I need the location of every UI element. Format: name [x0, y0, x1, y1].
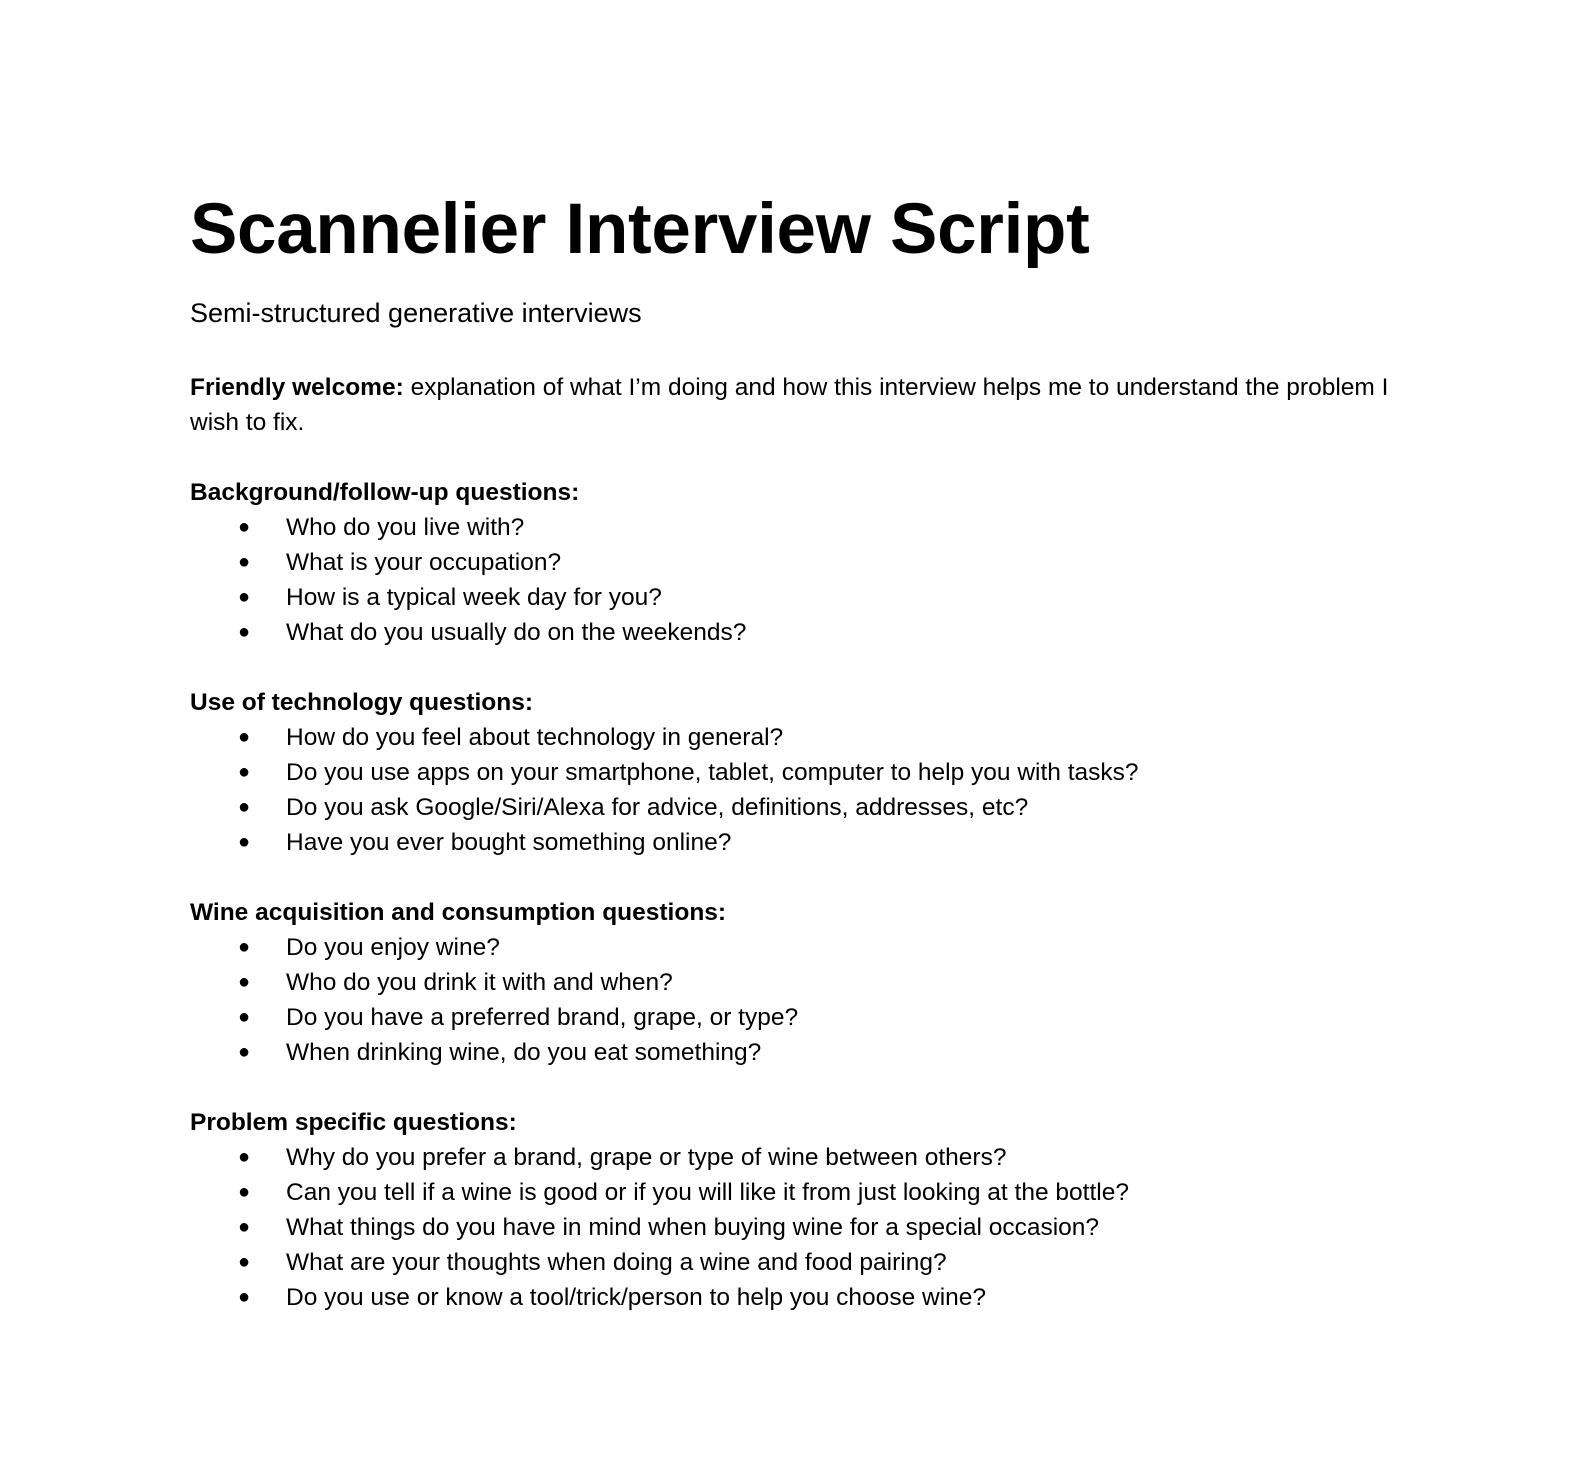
- bullet-icon: ●: [238, 796, 251, 818]
- list-item: [190, 755, 1440, 790]
- bullet-icon: ●: [238, 1041, 251, 1063]
- section-problem-specific: [190, 1105, 1440, 1315]
- intro-text: explanation of what I’m doing and how this interview helps me to understand the problem I wish to fix.: [190, 374, 1389, 436]
- question-text: When drinking wine, do you eat something?: [286, 1039, 762, 1066]
- question-text: Do you have a preferred brand, grape, or type?: [286, 1004, 799, 1031]
- list-item: [190, 930, 1440, 965]
- bullet-icon: ●: [238, 726, 251, 748]
- bullet-icon: ●: [238, 831, 251, 853]
- list-item: [190, 545, 1440, 580]
- question-text: Have you ever bought something online?: [286, 829, 732, 856]
- question-text: Do you enjoy wine?: [286, 934, 500, 961]
- question-text: How do you feel about technology in general?: [286, 724, 784, 751]
- question-text: Who do you drink it with and when?: [286, 969, 673, 996]
- section-background: [190, 475, 1440, 650]
- list-item: [190, 1035, 1440, 1070]
- bullet-icon: ●: [238, 1286, 251, 1308]
- document-subtitle: Semi-structured generative interviews: [190, 298, 642, 328]
- bullet-icon: ●: [238, 1251, 251, 1273]
- section-heading: Background/follow-up questions:: [190, 479, 580, 506]
- question-list: [190, 510, 1440, 650]
- bullet-icon: ●: [238, 1216, 251, 1238]
- question-text: Do you ask Google/Siri/Alexa for advice, definitions, addresses, etc?: [286, 794, 1029, 821]
- list-item: [190, 1280, 1440, 1315]
- section-heading: Problem specific questions:: [190, 1109, 517, 1136]
- bullet-icon: ●: [238, 971, 251, 993]
- question-list: [190, 930, 1440, 1070]
- question-text: What do you usually do on the weekends?: [286, 619, 747, 646]
- question-text: What things do you have in mind when buying wine for a special occasion?: [286, 1214, 1100, 1241]
- document-title: Scannelier Interview Script: [190, 190, 1090, 269]
- list-item: [190, 720, 1440, 755]
- question-list: [190, 1140, 1440, 1315]
- section-wine-acquisition: [190, 895, 1440, 1070]
- bullet-icon: ●: [238, 761, 251, 783]
- question-text: Can you tell if a wine is good or if you will like it from just looking at the bottle?: [286, 1179, 1129, 1206]
- list-item: [190, 1210, 1440, 1245]
- list-item: [190, 1175, 1440, 1210]
- bullet-icon: ●: [238, 936, 251, 958]
- question-list: [190, 720, 1440, 860]
- question-text: Who do you live with?: [286, 514, 525, 541]
- list-item: [190, 615, 1440, 650]
- list-item: [190, 825, 1440, 860]
- list-item: [190, 1245, 1440, 1280]
- list-item: [190, 510, 1440, 545]
- question-text: How is a typical week day for you?: [286, 584, 662, 611]
- bullet-icon: ●: [238, 1181, 251, 1203]
- bullet-icon: ●: [238, 621, 251, 643]
- bullet-icon: ●: [238, 516, 251, 538]
- question-text: Why do you prefer a brand, grape or type of wine between others?: [286, 1144, 1007, 1171]
- intro-paragraph: [190, 370, 1440, 440]
- question-text: Do you use or know a tool/trick/person to help you choose wine?: [286, 1284, 987, 1311]
- list-item: [190, 790, 1440, 825]
- list-item: [190, 580, 1440, 615]
- question-text: What is your occupation?: [286, 549, 562, 576]
- question-text: What are your thoughts when doing a wine and food pairing?: [286, 1249, 947, 1276]
- bullet-icon: ●: [238, 1006, 251, 1028]
- intro-label: Friendly welcome:: [190, 374, 404, 401]
- list-item: [190, 965, 1440, 1000]
- document-page: [190, 188, 1440, 1315]
- bullet-icon: ●: [238, 551, 251, 573]
- list-item: [190, 1140, 1440, 1175]
- bullet-icon: ●: [238, 586, 251, 608]
- section-technology: [190, 685, 1440, 860]
- question-text: Do you use apps on your smartphone, tablet, computer to help you with tasks?: [286, 759, 1139, 786]
- list-item: [190, 1000, 1440, 1035]
- bullet-icon: ●: [238, 1146, 251, 1168]
- section-heading: Wine acquisition and consumption questions:: [190, 899, 727, 926]
- section-heading: Use of technology questions:: [190, 689, 534, 716]
